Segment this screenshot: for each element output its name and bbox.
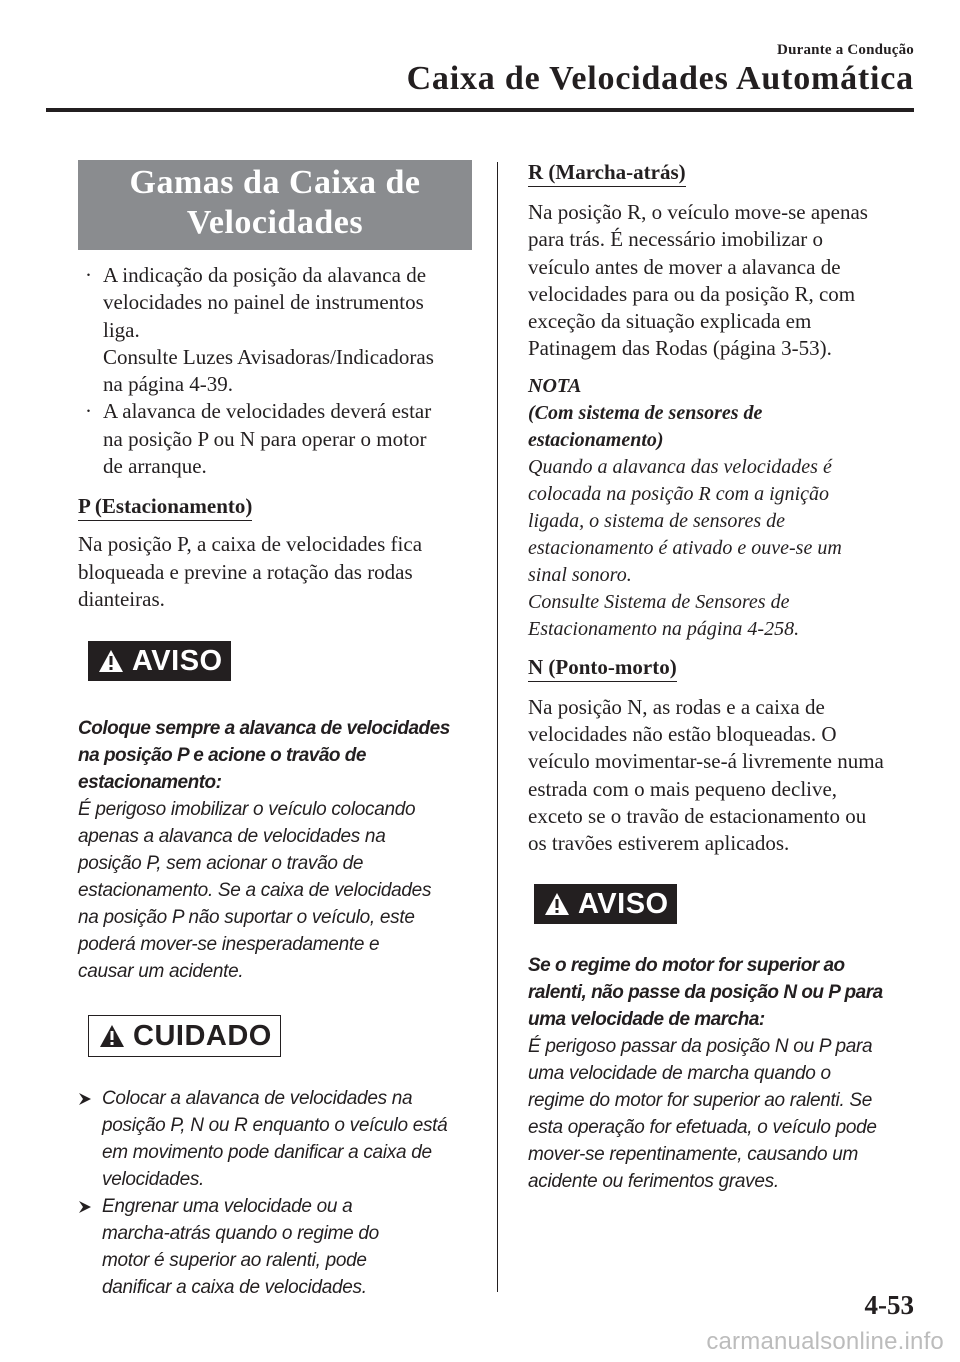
text-line: É perigoso imobilizar o veículo colocando [78,799,416,821]
text-line: velocidades para ou da posição R, com [528,281,856,306]
text-line: estacionamento é ativado e ouve-se um [528,536,842,559]
text-line: exceto se o travão de estacionamento ou [528,803,867,828]
text-line: em movimento pode danificar a caixa de [102,1142,432,1164]
chapter-title: Durante a Condução [777,42,914,58]
n-paragraph [528,694,922,858]
bullet-line: na página 4-39. [103,372,234,397]
text-line: dianteiras. [78,586,165,611]
text-line: exceção da situação explicada em [528,309,812,334]
list-item [78,262,472,398]
caution-label: CUIDADO [133,1020,272,1053]
text-line: poderá mover-se inesperadamente e [78,934,380,956]
text-line: Patinagem das Rodas (página 3-53). [528,336,832,361]
warning-body [78,796,472,985]
bullet-dot-icon: · [85,263,92,287]
r-heading: R (Marcha-atrás) [528,160,686,187]
text-line: Colocar a alavanca de velocidades na [102,1088,413,1110]
bullet-line: de arranque. [103,454,207,479]
text-line: É perigoso passar da posição N ou P para [528,1035,873,1057]
caution-list [78,1085,472,1301]
text-line: ligada, o sistema de sensores de [528,509,786,532]
arrow-bullet-icon [78,1200,92,1214]
text-line: acidente ou ferimentos graves. [528,1170,779,1192]
text-line: regime do motor for superior ao ralenti. Se [528,1089,873,1111]
text-line: causar um acidente. [78,961,244,983]
bullet-dot-icon: · [85,399,92,424]
text-line: Coloque sempre a alavanca de velocidades [78,718,450,740]
text-line: Quando a alavanca das velocidades é [528,455,832,478]
banner-line: Velocidades [186,204,364,241]
list-item [78,1193,472,1301]
text-line: apenas a alavanca de velocidades na [78,826,386,848]
warning-heading [528,952,922,1033]
bullet-line: Consulte Luzes Avisadoras/Indicadoras [103,344,434,369]
note-heading-line: estacionamento) [528,428,664,451]
text-line: Na posição P, a caixa de velocidades fica [78,532,423,557]
header-rule [46,108,914,112]
left-column [78,160,472,1301]
text-line: ralenti, não passe da posição N ou P para [528,981,883,1003]
watermark: carmanualsonline.info [706,1328,944,1355]
text-line: sinal sonoro. [528,563,632,586]
text-line: veículo antes de mover a alavanca de [528,254,841,279]
text-line: uma velocidade de marcha quando o [528,1062,831,1084]
warning-label: AVISO [132,645,223,678]
note-label: NOTA [528,374,582,397]
bullet-line: A alavanca de velocidades deverá estar [103,399,432,424]
list-item [78,1085,472,1193]
text-line: Consulte Sistema de Sensores de [528,590,790,613]
page-number: 4-53 [864,1290,914,1320]
text-line: na posição P não suportar o veículo, este [78,907,415,929]
section-banner [78,160,472,250]
text-line: motor é superior ao ralenti, pode [102,1250,367,1272]
warning-triangle-icon [544,892,570,916]
section-title: Caixa de Velocidades Automática [406,60,914,97]
warning-heading [78,715,472,796]
warning-badge [88,641,231,681]
note-block [528,373,922,643]
bullet-line: na posição P ou N para operar o motor [103,426,427,451]
text-line: veículo movimentar-se-á livremente numa [528,749,884,774]
n-heading: N (Ponto-morto) [528,655,677,682]
text-line: Na posição R, o veículo move-se apenas [528,200,868,224]
text-line: Se o regime do motor for superior ao [528,954,845,976]
caution-triangle-icon [99,1024,125,1048]
text-line: mover-se repentinamente, causando um [528,1143,858,1165]
list-item [78,398,472,480]
r-paragraph [528,199,922,363]
text-line: os travões estiverem aplicados. [528,831,790,856]
right-column [528,160,922,1195]
text-line: Engrenar uma velocidade ou a [102,1196,353,1218]
text-line: uma velocidade de marcha: [528,1008,765,1030]
intro-bullet-list [78,262,472,480]
text-line: bloqueada e previne a rotação das rodas [78,559,413,584]
text-line: posição P, N ou R enquanto o veículo está [102,1115,448,1137]
warning-badge [534,884,677,924]
column-divider [497,162,498,1292]
bullet-line: A indicação da posição da alavanca de [103,263,427,287]
arrow-bullet-icon [78,1092,92,1106]
bullet-line: liga. [103,317,140,342]
text-line: posição P, sem acionar o travão de [78,853,364,875]
text-line: colocada na posição R com a ignição [528,482,830,505]
banner-line: Gamas da Caixa de [129,164,421,201]
text-line: danificar a caixa de velocidades. [102,1277,367,1299]
p-paragraph [78,531,472,613]
text-line: esta operação for efetuada, o veículo pode [528,1116,877,1138]
note-heading-line: (Com sistema de sensores de [528,401,763,424]
text-line: estrada com o mais pequeno declive, [528,776,838,801]
text-line: estacionamento: [78,772,222,794]
bullet-line: velocidades no painel de instrumentos [103,290,424,315]
text-line: Estacionamento na página 4-258. [528,617,800,640]
warning-body [528,1033,922,1195]
text-line: estacionamento. Se a caixa de velocidades [78,880,432,902]
text-line: na posição P e acione o travão de [78,745,366,767]
text-line: velocidades não estão bloqueadas. O [528,722,837,747]
text-line: marcha-atrás quando o regime do [102,1223,379,1245]
warning-triangle-icon [98,649,124,673]
text-line: Na posição N, as rodas e a caixa de [528,694,825,719]
warning-label: AVISO [578,887,669,920]
text-line: para trás. É necessário imobilizar o [528,227,824,252]
text-line: velocidades. [102,1169,205,1191]
caution-badge [88,1015,281,1057]
p-heading: P (Estacionamento) [78,494,252,521]
